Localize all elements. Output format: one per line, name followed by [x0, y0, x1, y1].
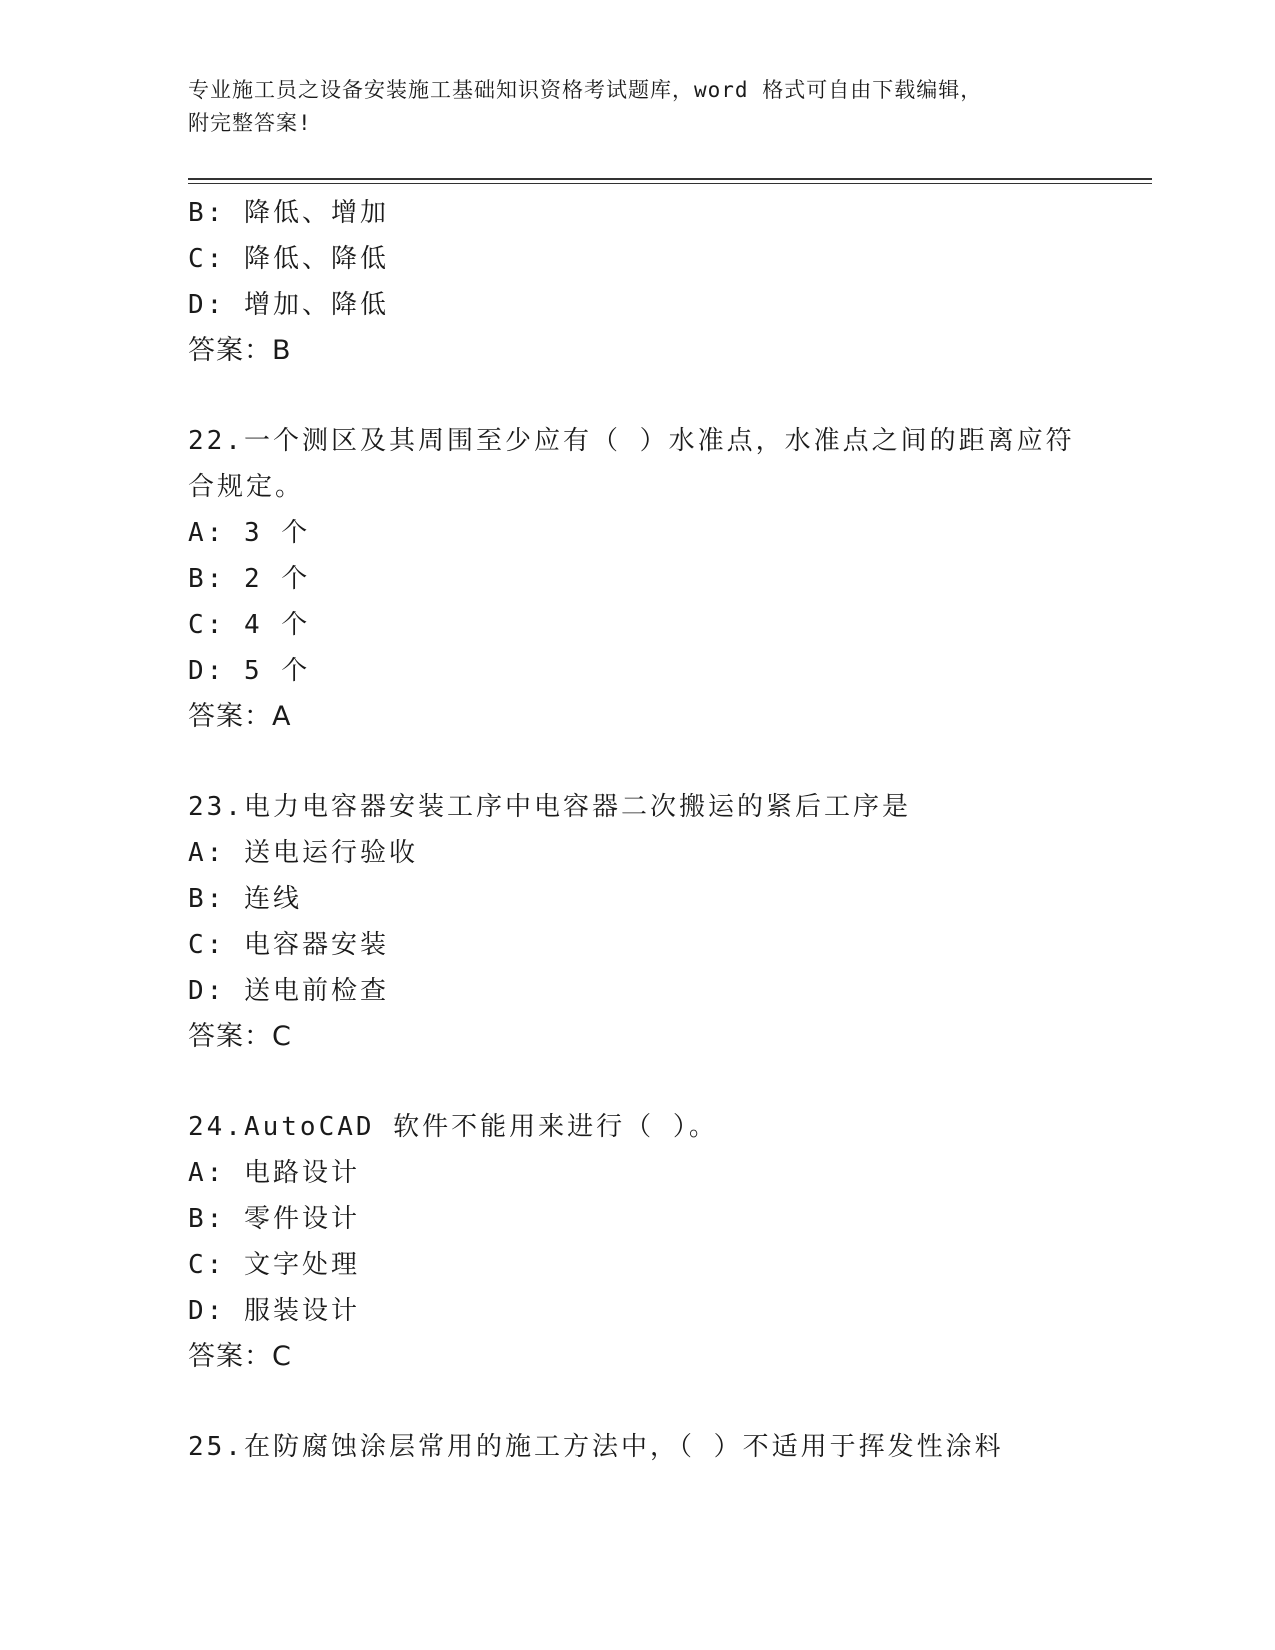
header-rule-thick	[188, 178, 1152, 180]
option-a: A: 电路设计	[188, 1158, 360, 1188]
question-text-line-1: 23.电力电容器安装工序中电容器二次搬运的紧后工序是	[188, 792, 911, 822]
question-spacer	[188, 1380, 1088, 1424]
option-b: B: 零件设计	[188, 1204, 360, 1234]
option-a: A: 送电运行验收	[188, 838, 418, 868]
option-a: A: 3 个	[188, 518, 311, 548]
answer-line: 答案：A	[188, 701, 292, 732]
question-spacer	[188, 740, 1088, 784]
header-line-1: 专业施工员之设备安装施工基础知识资格考试题库，word 格式可自由下载编辑，	[188, 78, 983, 102]
option-c: C: 4 个	[188, 610, 311, 640]
question-list	[188, 190, 1088, 1470]
question-text-line-2: 合规定。	[188, 472, 305, 502]
option-c: C: 降低、降低	[188, 244, 389, 274]
question-text-line-1: 22.一个测区及其周围至少应有（ ）水准点，水准点之间的距离应符	[188, 426, 1075, 456]
answer-line: 答案：B	[188, 335, 292, 366]
header-rule-thin	[188, 183, 1152, 184]
option-b: B: 2 个	[188, 564, 311, 594]
question-21-tail	[188, 190, 1088, 374]
option-c: C: 文字处理	[188, 1250, 360, 1280]
question-22	[188, 418, 1088, 740]
option-d: D: 送电前检查	[188, 976, 389, 1006]
answer-line: 答案：C	[188, 1341, 292, 1372]
question-24	[188, 1104, 1088, 1380]
answer-line: 答案：C	[188, 1021, 292, 1052]
header-line-2: 附完整答案!	[188, 111, 312, 135]
option-b: B: 降低、增加	[188, 198, 389, 228]
question-spacer	[188, 1060, 1088, 1104]
question-23	[188, 784, 1088, 1060]
option-d: D: 服装设计	[188, 1296, 360, 1326]
question-text-line-1: 25.在防腐蚀涂层常用的施工方法中，（ ）不适用于挥发性涂料	[188, 1432, 1004, 1462]
option-b: B: 连线	[188, 884, 302, 914]
question-text-line-1: 24.AutoCAD 软件不能用来进行（ ）。	[188, 1112, 718, 1142]
question-25	[188, 1424, 1088, 1470]
document-header	[188, 74, 1088, 140]
option-d: D: 5 个	[188, 656, 311, 686]
option-d: D: 增加、降低	[188, 290, 389, 320]
question-spacer	[188, 374, 1088, 418]
option-c: C: 电容器安装	[188, 930, 389, 960]
